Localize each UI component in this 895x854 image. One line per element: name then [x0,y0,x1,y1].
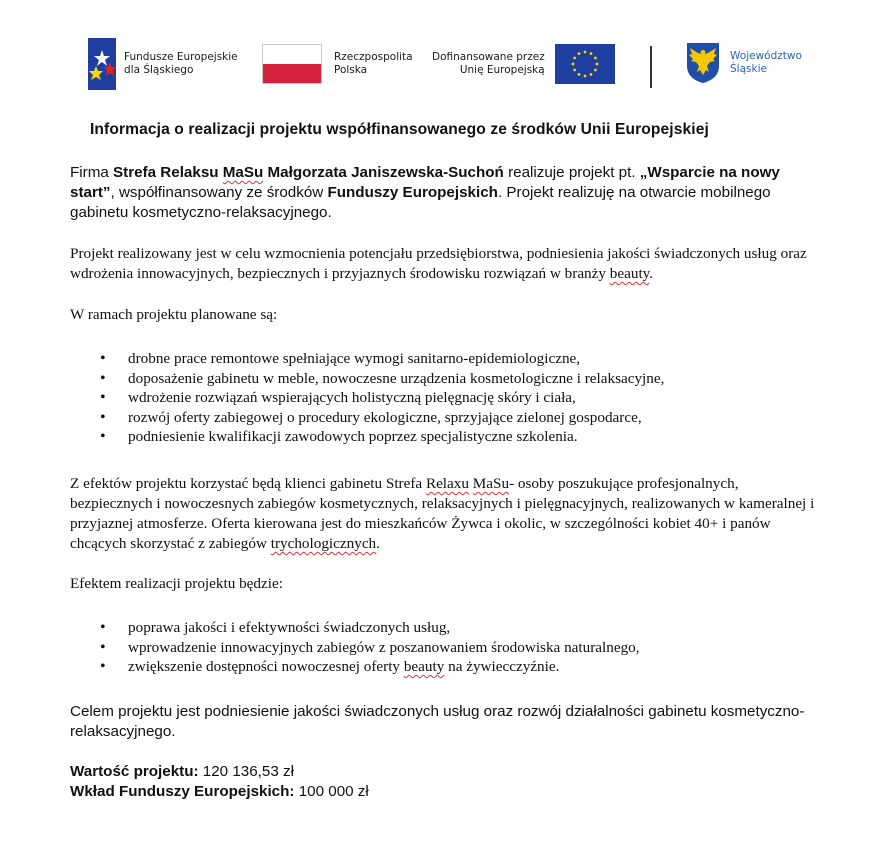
logo-bar [88,36,818,96]
silesia-crest-icon [686,42,720,84]
goal-spell-word: beauty [609,265,650,282]
list-item: • rozwój oferty zabiegowej o procedury ekologiczne, sprzyjające zielonej gospodarce, [70,408,820,428]
poland-flag-icon [262,44,322,84]
company-name: Strefa Relaksu [113,164,223,181]
eu-star [573,57,576,60]
aim-paragraph: Celem projektu jest podniesienie jakości świadczonych usług oraz rozwój działalności gabinetu kosmetyczno-relaksacyjnego. [70,703,805,740]
spell-word: Relaxu [425,475,469,492]
effects-list [70,618,820,677]
list-item: • drobne prace remontowe spełniające wymogi sanitarno-epidemiologiczne, [70,349,820,369]
intro-text: realizuje projekt pt. [503,164,640,181]
company-name-abbr: MaSu [222,164,264,181]
intro-text: . Projekt realizuję na otwarcie mobilnego gabinetu kosmetyczno-relaksacyjnego. [70,184,771,221]
list-item [70,657,820,677]
eu-line1: Dofinansowane przez [432,51,545,63]
fe-line1: Fundusze Europejskie [124,51,238,63]
list-item: • doposażenie gabinetu w meble, nowoczesne urządzenia kosmetologiczne i relaksacyjne, [70,369,820,389]
planned-heading: W ramach projektu planowane są: [70,306,278,323]
pl-line1: Rzeczpospolita [334,51,413,63]
eu-star [573,69,576,72]
spell-word: beauty [403,658,445,676]
sl-line1: Województwo [730,50,802,62]
project-name: „Wsparcie na nowy start” [70,164,780,201]
eu-star [589,52,592,55]
beneficiaries-text: Z efektów projektu korzystać będą klienci gabinetu Strefa [70,475,426,492]
page-title: Informacja o realizacji projektu współfinansowanego ze środków Unii Europejskiej [90,121,709,138]
eu-contribution-amount: 100 000 zł [294,783,369,800]
pl-line2: Polska [334,64,368,76]
project-value-amount: 120 136,53 zł [198,763,294,780]
eu-star [595,63,598,66]
silesia-logo [686,42,802,84]
beneficiaries-text: - osoby poszukujące profesjonalnych, bezpiecznych i nowoczesnych zabiegów kosmetycznych, relaksacyjnych i pielęgnacyjnych, realizowanych w kameralnej i przyjaznej atmosferze. Oferta kierowana jest do mieszkańców Żywca i okolic, w szczególności kobiet 40+ i panów chcących skorzystać z zabiegów [70,475,815,552]
list-item: • wprowadzenie innowacyjnych zabiegów z poszanowaniem środowiska naturalnego, [70,638,820,658]
intro-paragraph [70,163,810,223]
spell-word: trychologicznych [270,535,377,552]
list-item: • poprawa jakości i efektywności świadczonych usług, [70,618,820,638]
financial-summary [70,762,369,802]
funding-source: Funduszy Europejskich [327,184,498,201]
goal-text: Projekt realizowany jest w celu wzmocnienia potencjału przedsiębiorstwa, podniesienia jakości świadczonych usług oraz wdrożenia innowacyjnych, bezpiecznych i przyjaznych środowisku rozwiązań w branży [70,245,807,282]
eu-star [577,52,580,55]
owner-name: Małgorzata Janiszewska-Suchoń [263,164,504,181]
fe-star-icon [88,38,116,90]
beneficiaries-paragraph [70,474,820,554]
eu-contribution-label: Wkład Funduszy Europejskich: [70,783,295,800]
list-item: • podniesienie kwalifikacji zawodowych poprzez specjalistyczne szkolenia. [70,427,820,447]
eu-star [577,73,580,76]
eu-star [594,69,597,72]
eu-flag-icon [555,44,615,84]
list-item: • wdrożenie rozwiązań wspierających holistyczną pielęgnację skóry i ciała, [70,388,820,408]
eu-star [583,75,586,78]
intro-text: , współfinansowany ze środków [110,184,328,201]
eu-star [589,73,592,76]
effects-heading: Efektem realizacji projektu będzie: [70,575,283,592]
sl-line2: Śląskie [730,63,767,75]
eu-star [571,63,574,66]
eu-star [594,57,597,60]
planned-list [70,349,820,447]
beneficiaries-text: . [376,535,380,552]
goal-end: . [649,265,654,282]
pl-logo [262,44,413,84]
project-value-row [70,762,369,782]
eu-contribution-row [70,782,369,802]
fe-logo [88,38,238,90]
eu-logo [432,44,615,84]
list-item-text: zwiększenie dostępności nowoczesnej oferty [128,658,404,676]
logo-divider [650,46,652,88]
goal-paragraph [70,244,820,284]
spell-word: MaSu [472,475,510,492]
list-item-text: na żywiecczyźnie. [444,658,560,676]
eu-star [583,51,586,54]
fe-line2: dla Śląskiego [124,64,194,76]
intro-text: Firma [70,164,114,181]
eu-line2: Unię Europejską [459,64,545,76]
project-value-label: Wartość projektu: [70,763,199,780]
